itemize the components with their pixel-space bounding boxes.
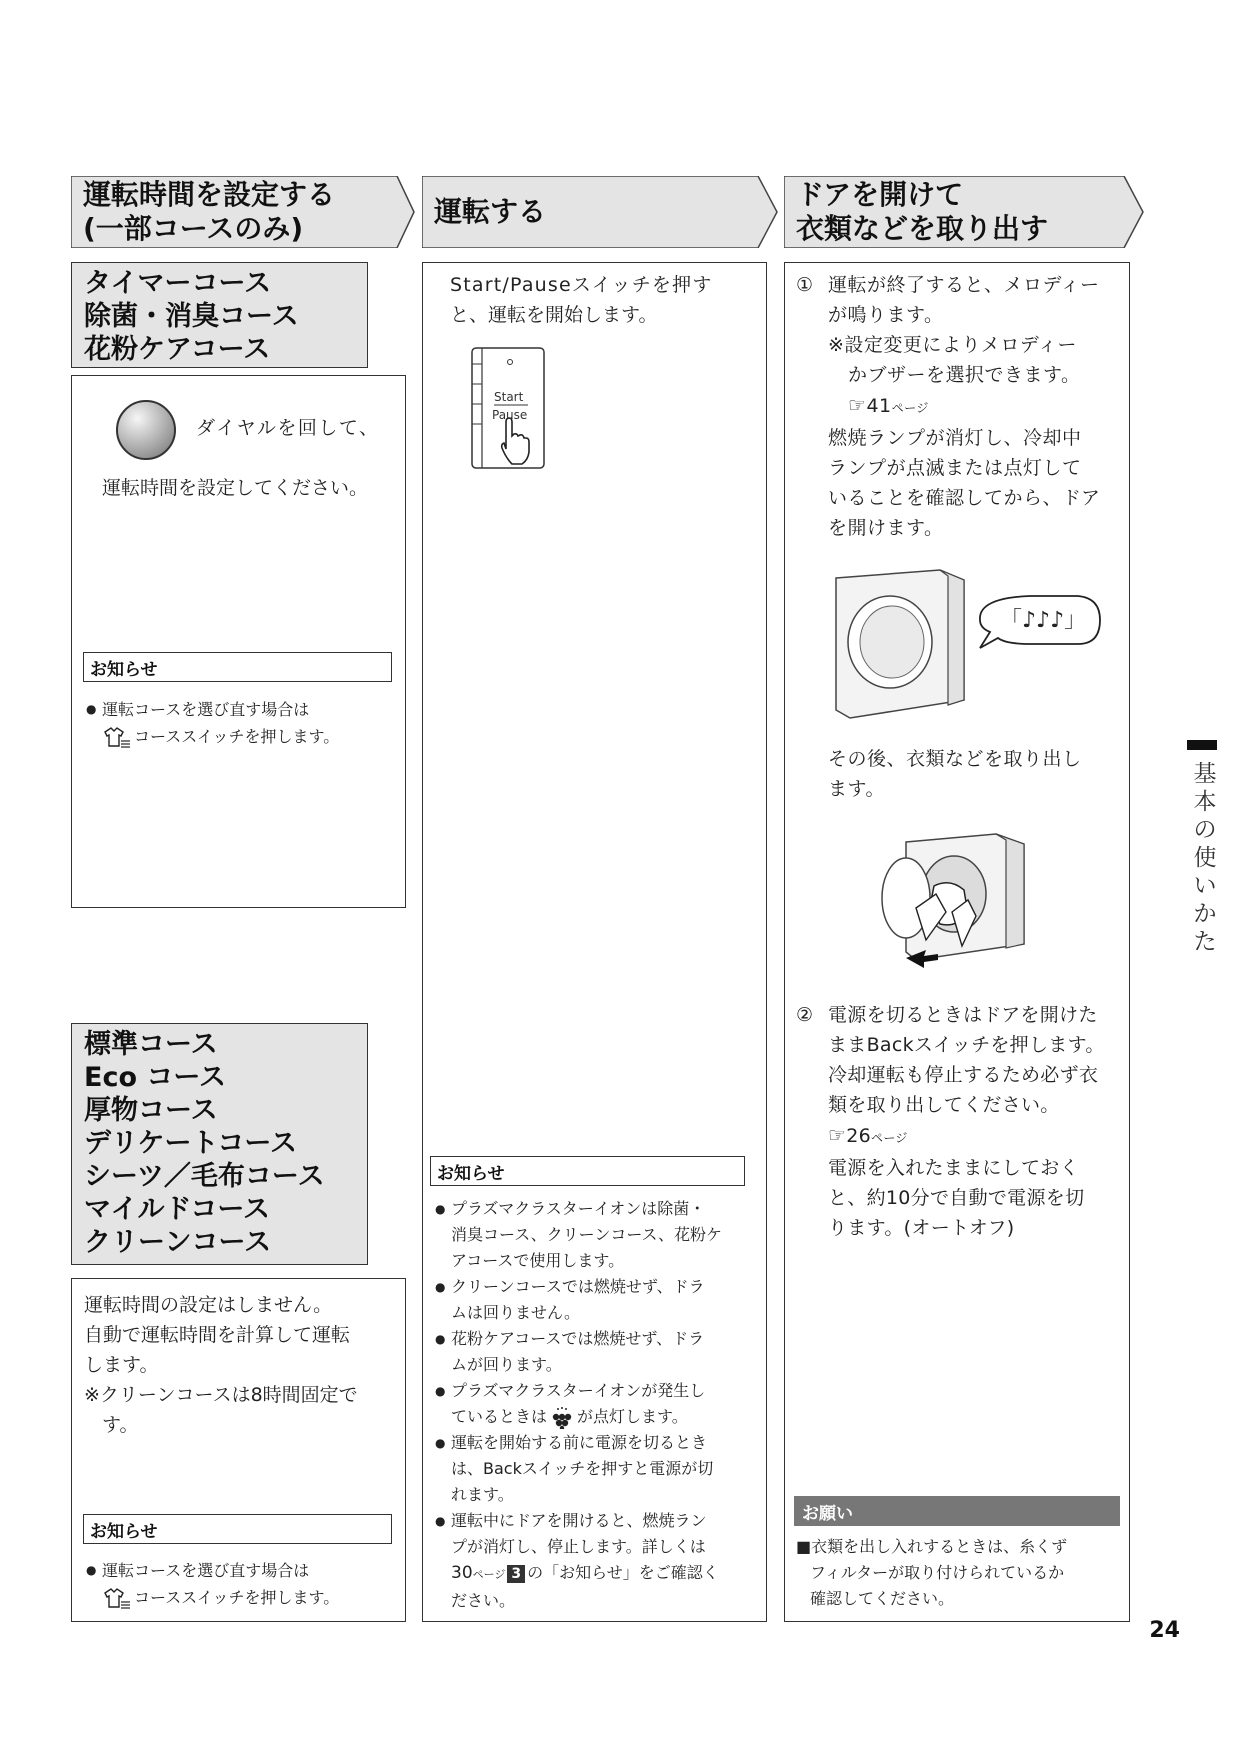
text-line: と、約10分で自動で電源を切: [828, 1187, 1085, 1209]
step1-text: [828, 270, 1124, 543]
dryer-unload-illustration: [876, 828, 1036, 978]
section-tab-marker: [1187, 740, 1217, 750]
text-line: いることを確認してから、ドア: [828, 487, 1101, 509]
header-col3: [784, 176, 1144, 248]
text-line: ます。: [828, 778, 885, 800]
course-name: タイマーコース: [84, 268, 272, 299]
start-instruction: [450, 270, 760, 330]
tab-char: た: [1193, 929, 1217, 955]
text-line: 自動で運転時間を計算して運転: [84, 1324, 351, 1346]
pointing-hand-icon: ☞: [848, 393, 867, 417]
text-line: ります。(オートオフ): [828, 1217, 1015, 1239]
course-group-2: [71, 1023, 368, 1265]
text-line: ままBackスイッチを押します。: [828, 1034, 1105, 1056]
text-line: Start/Pauseスイッチを押す: [450, 274, 713, 296]
step-badge: 3: [507, 1565, 525, 1583]
notice-text-with-ref: [451, 1560, 760, 1588]
step1-number: ①: [796, 274, 814, 296]
start-label: Start: [494, 390, 524, 404]
course-shirt-icon: [102, 726, 132, 748]
plasmacluster-icon: [549, 1405, 575, 1429]
notice-text: は、Backスイッチを押すと電源が切: [451, 1459, 714, 1478]
notice-col1-1: [86, 696, 396, 750]
notice-text: ● プラズマクラスターイオンは除菌・: [451, 1199, 706, 1218]
page-number: 24: [1149, 1618, 1180, 1643]
notice-text: ● クリーンコースでは燃焼せず、ドラ: [451, 1277, 705, 1296]
header-col2-line1: 運転する: [434, 195, 547, 228]
page-ref-number: 41: [866, 395, 892, 417]
tab-char: の: [1193, 817, 1217, 843]
tab-char: い: [1193, 873, 1217, 899]
text-line: 確認してください。: [810, 1589, 955, 1608]
pointing-hand-icon: ☞: [828, 1123, 847, 1147]
header-col2: [422, 176, 778, 248]
dryer-melody-illustration: [830, 560, 1120, 730]
notice-item: [435, 1196, 760, 1274]
page-ref-unit: ページ: [871, 1131, 908, 1145]
notice-label-col1-2: お知らせ: [83, 1514, 392, 1544]
dial-icon: [114, 398, 178, 462]
text-line: 冷却運転も停止するため必ず衣: [828, 1064, 1099, 1086]
course-name: Eco コース: [84, 1062, 227, 1093]
auto-time-text: [84, 1290, 402, 1440]
notice-text: 消臭コース、クリーンコース、花粉ケ: [451, 1225, 723, 1244]
notice-item: [435, 1430, 760, 1508]
after-text: [828, 744, 1124, 804]
text-line: 電源を入れたままにしておく: [828, 1157, 1079, 1179]
notice-line-with-icon: [86, 1584, 396, 1611]
pause-label: Pause: [492, 408, 528, 422]
course-shirt-icon: [102, 1587, 132, 1609]
course-name: 除菌・消臭コース: [84, 301, 299, 332]
notice-text: ているときは: [451, 1407, 548, 1426]
course-name: 花粉ケアコース: [84, 334, 271, 365]
page-ref-unit: ページ: [472, 1568, 506, 1581]
notice-line-text: コーススイッチを押します。: [134, 1588, 340, 1607]
text-line: と、運転を開始します。: [450, 304, 658, 326]
notice-text: れます。: [451, 1485, 514, 1504]
page-ref: [828, 390, 1124, 423]
header-col1: [71, 176, 415, 248]
step2-number: ②: [796, 1004, 814, 1026]
text-line: 運転時間の設定はしません。: [84, 1294, 333, 1316]
page-ref: [828, 1120, 1124, 1153]
request-text: [796, 1534, 1126, 1612]
notice-text: ● 運転を開始する前に電源を切るとき: [451, 1433, 708, 1452]
notice-line-with-icon: [86, 723, 396, 750]
course-name: クリーンコース: [84, 1227, 272, 1258]
text-line: す。: [102, 1414, 139, 1436]
tab-char: 使: [1193, 845, 1217, 871]
notice-text-with-icon: [451, 1404, 760, 1430]
notice-item: [435, 1274, 760, 1326]
page-ref-number: 26: [846, 1125, 872, 1147]
text-line: 電源を切るときはドアを開けた: [828, 1004, 1098, 1026]
notice-item: [435, 1326, 760, 1378]
notice-text: ● プラズマクラスターイオンが発生し: [451, 1381, 706, 1400]
text-line: ※クリーンコースは8時間固定で: [84, 1384, 358, 1406]
notice-text: ださい。: [451, 1591, 516, 1610]
header-col1-line2: (一部コースのみ): [83, 212, 304, 245]
melody-bubble-text: 「♪♪♪」: [1000, 608, 1087, 633]
notice-line: ● 運転コースを選び直す場合は: [86, 1557, 396, 1584]
course-name: デリケートコース: [84, 1128, 298, 1159]
text-line: 類を取り出してください。: [828, 1094, 1060, 1116]
step2-text: [828, 1000, 1124, 1243]
notice-line: ● 運転コースを選び直す場合は: [86, 696, 396, 723]
dial-instruction-2: 運転時間を設定してください。: [102, 477, 369, 499]
text-line: を開けます。: [828, 517, 944, 539]
notice-text: アコースで使用します。: [451, 1251, 625, 1270]
tab-char: 基: [1193, 761, 1217, 787]
dial-instruction-1: ダイヤルを回して、: [196, 417, 380, 439]
request-label: お願い: [794, 1496, 1120, 1526]
text-line: ※設定変更によりメロディー: [828, 334, 1077, 356]
notice-text: ● 花粉ケアコースでは燃焼せず、ドラ: [451, 1329, 705, 1348]
text-line: 燃焼ランプが消灯し、冷却中: [828, 427, 1082, 449]
notice-item: [435, 1378, 760, 1430]
notice-label-col1-1: お知らせ: [83, 652, 392, 682]
text-line: ランプが点滅または点灯して: [828, 457, 1082, 479]
tab-char: か: [1193, 901, 1217, 927]
tab-char: 本: [1193, 789, 1217, 815]
course-name: マイルドコース: [84, 1194, 271, 1225]
text-line: フィルターが取り付けられているか: [810, 1563, 1065, 1582]
notice-text: の「お知らせ」をご確認く: [527, 1563, 719, 1582]
text-line: が鳴ります。: [828, 304, 944, 326]
header-col3-line2: 衣類などを取り出す: [796, 212, 1049, 245]
text-line: その後、衣類などを取り出し: [828, 748, 1082, 770]
notice-text: プが消灯し、停止します。詳しくは: [451, 1537, 706, 1556]
text-line: 運転が終了すると、メロディー: [828, 274, 1100, 296]
notice-text: が点灯します。: [577, 1407, 688, 1426]
text-line: ■衣類を出し入れするときは、糸くず: [796, 1537, 1068, 1556]
course-name: シーツ／毛布コース: [84, 1161, 325, 1192]
notice-label-col2: お知らせ: [430, 1156, 745, 1186]
page-ref-number: 30: [451, 1563, 473, 1583]
course-group-1: [71, 262, 368, 368]
header-col3-line1: ドアを開けて: [796, 178, 964, 211]
page-ref-unit: ページ: [891, 401, 929, 415]
notice-line-text: コーススイッチを押します。: [134, 727, 340, 746]
text-line: します。: [84, 1354, 159, 1376]
notice-col1-2: [86, 1557, 396, 1611]
notice-text: ● 運転中にドアを開けると、燃焼ラン: [451, 1511, 707, 1530]
text-line: かブザーを選択できます。: [848, 364, 1081, 386]
course-name: 標準コース: [84, 1029, 218, 1060]
section-tab-label: [1190, 760, 1220, 956]
notice-text: ムが回ります。: [451, 1355, 562, 1374]
header-col1-line1: 運転時間を設定する: [83, 178, 336, 211]
notice-col2: [435, 1196, 760, 1614]
notice-item: [435, 1508, 760, 1614]
notice-text: ムは回りません。: [451, 1303, 580, 1322]
course-name: 厚物コース: [84, 1095, 218, 1126]
